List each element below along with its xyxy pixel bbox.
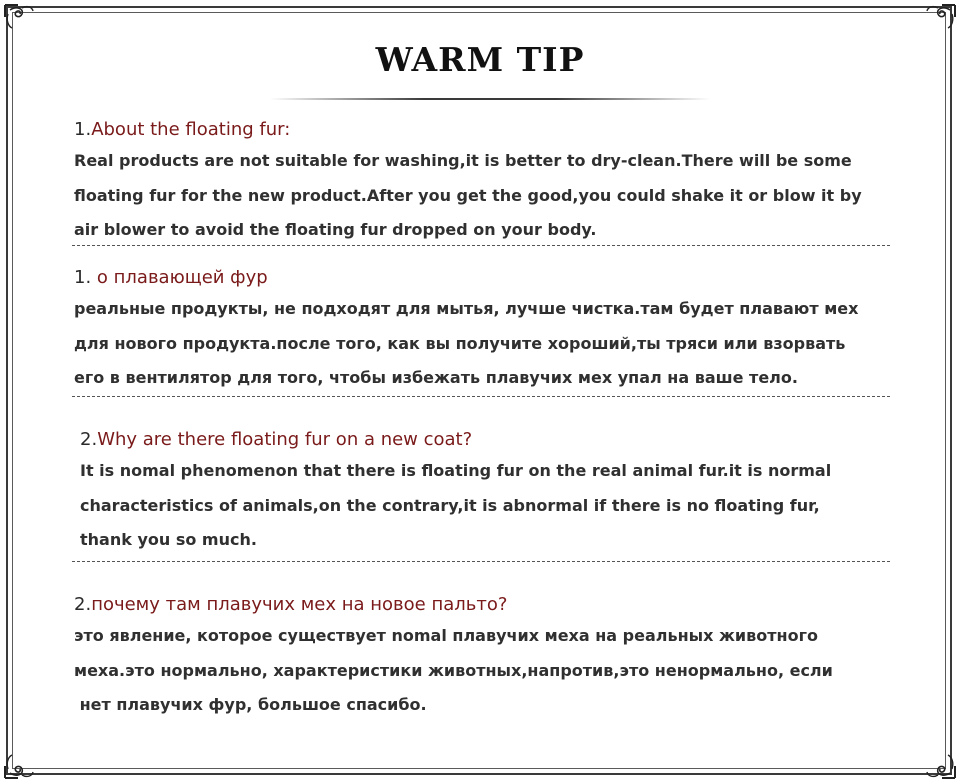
section-number: 1. (74, 267, 97, 288)
dashed-divider (72, 396, 890, 397)
dashed-divider (72, 561, 890, 562)
body-line: Real products are not suitable for washing,it is better to dry-clean.There will be some (74, 151, 852, 170)
section-heading-text: Why are there floating fur on a new coat? (97, 429, 473, 450)
section-floating-fur-ru (74, 266, 858, 396)
section-heading-text: About the floating fur: (91, 119, 291, 140)
section-number: 2. (80, 429, 98, 450)
section-heading (74, 266, 858, 290)
page-title: WARM TIP (375, 40, 585, 79)
corner-ornament-icon (924, 2, 958, 32)
body-line: нет плавучих фур, большое спасибо. (74, 695, 427, 714)
section-floating-fur-en (74, 118, 862, 248)
section-heading-text: о плавающей фур (96, 267, 268, 288)
title-underline (270, 98, 710, 100)
corner-ornament-icon (2, 2, 36, 32)
body-line: floating fur for the new product.After you get the good,you could shake it or blow it by (74, 185, 862, 205)
body-line: для нового продукта.после того, как вы получите хороший,ты тряси или взорвать (74, 333, 846, 353)
dashed-divider (72, 245, 890, 246)
section-heading (74, 118, 862, 142)
section-why-floating-fur-en (80, 428, 831, 558)
body-line: It is nomal phenomenon that there is floating fur on the real animal fur.it is normal (80, 461, 832, 480)
body-line: реальные продукты, не подходят для мытья, лучше чистка.там будет плавают мех (74, 299, 859, 318)
body-line: thank you so much. (80, 530, 257, 549)
body-line: air blower to avoid the floating fur dropped on your body. (74, 220, 597, 239)
section-why-floating-fur-ru (74, 593, 833, 723)
body-line: это явление, которое существует nomal плавучих меха на реальных животного (74, 626, 818, 645)
section-number: 2. (74, 594, 92, 615)
body-line: characteristics of animals,on the contrary,it is abnormal if there is no floating fur, (80, 495, 820, 515)
section-heading (80, 428, 831, 452)
section-heading (74, 593, 833, 617)
corner-ornament-icon (924, 751, 958, 781)
section-heading-text: почему там плавучих мех на новое пальто? (91, 594, 508, 615)
body-line: его в вентилятор для того, чтобы избежать плавучих мех упал на ваше тело. (74, 368, 798, 387)
section-number: 1. (74, 119, 92, 140)
body-line: меха.это нормально, характеристики животных,напротив,это ненормально, если (74, 660, 833, 680)
corner-ornament-icon (2, 751, 36, 781)
